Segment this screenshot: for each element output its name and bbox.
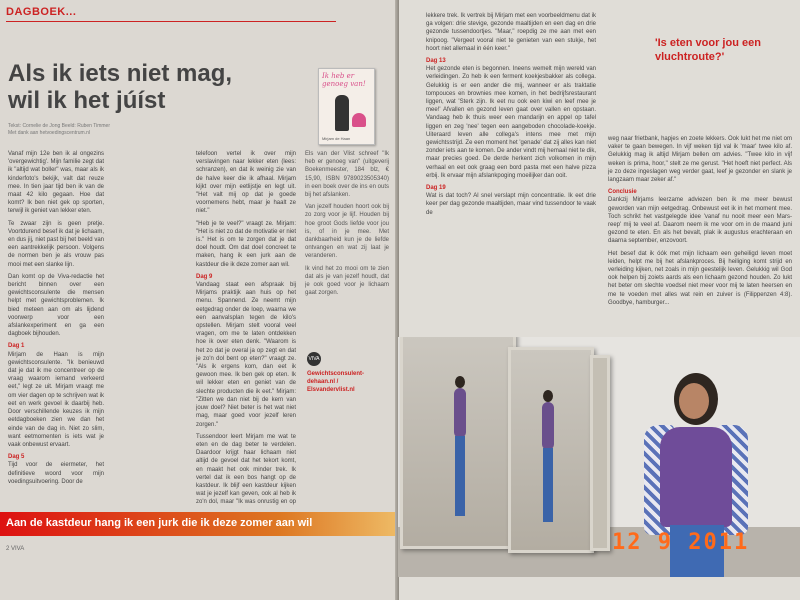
credit-line: Tekst: Cornelie de Jong Beeld: Ruben Timmer <box>8 123 110 129</box>
article-title: Als ik iets niet mag, wil ik het júíst <box>8 60 233 114</box>
book-cake <box>352 113 366 127</box>
paragraph: Ik vind het zo mooi om te zien dat als je van jezelf houdt, dat je ook goed voor je lichaam gaat zorgen. <box>305 265 389 297</box>
book-title: Ik heb er genoeg van! <box>322 72 366 88</box>
banner-text: Aan de kastdeur hang ik een jurk die ik deze zomer aan wil <box>6 517 313 529</box>
paragraph: Het besef dat ik óók met mijn lichaam een geheiligd leven moet leiden, helpt me bij het afslankproces. Bij heiliging komt strijd en verleiding kijken, net zoals in mijn geestelijk leven. Gelukkig wil God ook helpen bij zoiets aards als een lichaam gezond houden. Zo lukt het beter om slechte voedsel niet meer voor mij te laten heersen en me te voeden met alles wat rein en zuiver is (Filippenzen 4:8). Goodbye, hamburger... <box>608 250 792 306</box>
paragraph: Dankzij Mirjams leerzame adviezen ben ik me meer bewust geworden van mijn eetgedrag. Onbewust eet ik in het moment mee. Toch schrikt het vastgelegde idee 'vanaf nu nooit meer een Mars-reep' mij te veel af. Daarom neem ik me voor om in de maand juni gezond te eten. En als het bevalt, plak ik augustus erachteraan en daarna september, enzovoort. <box>608 197 792 245</box>
subheading-day-13: Dag 13 <box>426 58 446 65</box>
left-page <box>0 0 398 600</box>
page-folio: 2 VIVA <box>6 546 25 552</box>
subheading-day-5: Dag 5 <box>8 454 25 461</box>
article-credits <box>8 123 238 137</box>
paragraph: Van jezelf houden hoort ook bij zo zorg voor je lijf. Houden bij hoe groot Gods liefde voor jou is, of in je mee. Met dankbaarheid kun je de liefde ontvangen en wat zij laat je veranderen. <box>305 204 389 260</box>
right-column-2 <box>608 135 792 335</box>
paragraph: weg naar frietbank, hapjes en zoete lekkers. Ook lukt het me niet om vaker te gaan bewegen. In vijf weken tijd val ik 'maar' twee kilo af. Gelukkig mag ik altijd Mirjam bellen om advies. "Twee kilo in vijf weken is prima, hoor," stelt ze me gerust. "Het hoeft niet perfect. Als je zo deze ingeslagen weg verder gaat, leef je gezonder en slank je langzaam maar zeker af." <box>608 136 792 184</box>
paragraph: Mirjam de Haan is mijn gewichtsconsulente. "Ik benieuwd dat je dat ik me concentreer op de vraag waarom iemand verkeerd eet," legt ze uit. Mirjam vraagt me om vier dagen op te schrijven wat ik eet en werk gevoel ik daarbij heb. Door verschillende keuzes ik mijn eetdagboeken zien we dan het einde van de dag in. Niet zo slim, want eetmomenten is iets wat je vaak onbewust ervaart. <box>8 351 104 448</box>
subheading-conclusie: Conclusie <box>608 189 637 196</box>
subheading-day-1: Dag 1 <box>8 343 25 350</box>
pull-quote: 'Is eten voor jou een vluchtroute?' <box>655 37 761 63</box>
mirror-left <box>400 337 516 549</box>
logo-badge-icon: VIVA <box>307 352 321 366</box>
paragraph: Tijd voor de eiermeter, het definitieve woord voor mijn voedingsuitvoering. Door de <box>8 462 104 485</box>
paragraph: Te zwaar zijn is geen pretje. Voortdurend besef ik dat je lichaam, en dus jij, niet past bij het beeld van een aantrekkelijk persoon. Volgens de normen ben je als vrouw pas mooi met een slanke lijn. <box>8 220 104 268</box>
paragraph: lekkere trek. Ik vertrek bij Mirjam met een voorbeeldmenu dat ik ga volgen: drie stevige, gezonde maaltijden en een dag en drie gezonde tussendoortjes. "Maar," roepdig ze me aan met een knipoog. "Vergeet vooral niet te genieten van een stukje, het hoort niet allemaal in één keer." <box>426 13 596 52</box>
right-column-1 <box>426 12 596 338</box>
woman-face <box>679 383 709 419</box>
paragraph: Dan komt op de Viva-redactie het bericht binnen over een gewichtsconsulente die mensen helpt met gewichtsproblemen. Ik bied meteen aan om als lijdend voorwerp voor een afslankexperiment en ga een dagboek bijhouden. <box>8 273 104 338</box>
paragraph: Vandaag staat een afspraak bij Mirjams praktijk aan huis op het menu. Spannend. Ze neemt mijn eetgedrag onder de loep, waarna we een aanvalsplan tegen de kilo's opstellen. Mirjam stelt vooral veel vragen, om me te laten ontdekken hoe ik over eten denk. "Waarom is het zo dat je overal ja op zegt en dat je zo'n dol bent op eten?" vraagt ze. "Als ik ergens kom, dan eet ik gewoon mee. Ik ben gek op eten. Ik wil lekker eten en geniet van de slechte producten die ik eet." Mirjam: "Zitten we dan niet bij de kern van jouw doel? Niet beter is het wat niet mag, maar goed voor jezelf leren zorgen." <box>196 282 296 428</box>
quote-banner <box>0 512 398 536</box>
credit-line: Met dank aan hetvoedingscentrum.nl <box>8 130 90 136</box>
paragraph: Het gezonde eten is begonnen. Ineens wemelt mijn wereld van verleidingen. Zo heb ik een ferment koekjesbakker als collega. Gelukkig is er een ander die mij, wanneer er als traktatie tompouces en brownies mee komen, in het bedrijfsrestaurant liggen, wat 'Sterk zijn. Ik eet nu ook een kiwi en leef mee je mee!' Afvallen en gezond leven gaat over vallen en opstaan. Vandaag heb ik thuis weer een mandarijn en appel op tafel liggen en zeg 'nee' tegen een aangeboden chocolade-koekje. Uiteraard leven alle collega's intens mee met mijn gewichtsstrijd. Ze een moment het 'genade' dat zij alles kan niet zonder iets aan te komen. De ander vindt mij hemaal niet te dik, maar precies goed. De derde herkent zich volkomen in mijn verhaal en eet ook graag een bord pasta met een halve pizza erbij. Ik ervaar mijn afslankpoging moeilijker dan ooit. <box>426 66 596 179</box>
left-column-1 <box>8 150 104 505</box>
paragraph: Vanaf mijn 12e ben ik al ongezins 'overgewichtig'. Mijn familie zegt dat ik "altijd wat boller" was, maar als ik kinderfoto's bekijk, valt dat reuze mee. In tien jaar tijd ben ik van de maat 42 kilo gegaan. Hoe dat komt? Ik ben niet gek op sporten, terwijl ik geniet van lekker eten. <box>8 151 104 215</box>
left-column-2 <box>196 150 296 505</box>
paragraph: "Heb je te veel?" vraagt ze. Mirjam: "Het is niet zo dat de motivatie er niet is." Het is om te zorgen dat je dat doel houdt. Om dat doel concreet te maken, hang ik een jurk aan de kastdeur die ik deze zomer aan wil. <box>196 220 296 268</box>
website-links: Gewichtsconsulent-dehaan.nl / Elsvandervlist.nl <box>307 371 365 393</box>
book-author: Mirjam de Haan <box>322 136 351 141</box>
subheading-day-19: Dag 19 <box>426 185 446 192</box>
book-figure <box>335 95 349 131</box>
book-cover-image <box>318 68 375 145</box>
subheading-day-9: Dag 9 <box>196 273 213 280</box>
left-column-3-sidebar <box>305 150 389 345</box>
mirror-edge <box>590 355 610 551</box>
paragraph: Wat is dat toch? Al snel verslapt mijn concentratie. Ik eet drie keer per dag gezonde maaltijden, maar vind tussendoor te vaak de <box>426 193 596 216</box>
paragraph: telefoon vertel ik over mijn verslavingen naar lekker eten (lees: schranzen), en dat ik weinig zie van de halve keer die ik afhaal. Mirjam kijkt over mijn eetlijstje en legt uit. "Het valt mij op dat je goede voornemens hebt, maar je haalt ze niet." <box>196 151 296 215</box>
paragraph: Els van der Vlist schreef "Ik heb er genoeg van" (uitgeverij Boekenmeester, 184 blz, € 15,90, ISBN 9789023505340) in een boek over de ins en outs bij het afslanken. <box>305 151 389 199</box>
top-rule <box>6 21 336 22</box>
section-tag: DAGBOEK... <box>6 6 77 18</box>
woman-top <box>660 427 732 527</box>
date-stamp: 12 9 2011 <box>612 530 750 555</box>
mirror-middle <box>508 347 594 553</box>
paragraph: Tussendoor leert Mirjam me wat te eten en de dag beter te verdelen. Daardoor krijgt haar lichaam niet altijd de gevoel dat het tekort komt, en maakt het ook minder trek. Ik vertel dat ik een bos hangt op de kastdeur. Ik blijf een kastdeur kijken wat je jezelf kan geven, ook al heb ik zo'n dol, maar "Ik was onrustig en op <box>196 433 296 505</box>
